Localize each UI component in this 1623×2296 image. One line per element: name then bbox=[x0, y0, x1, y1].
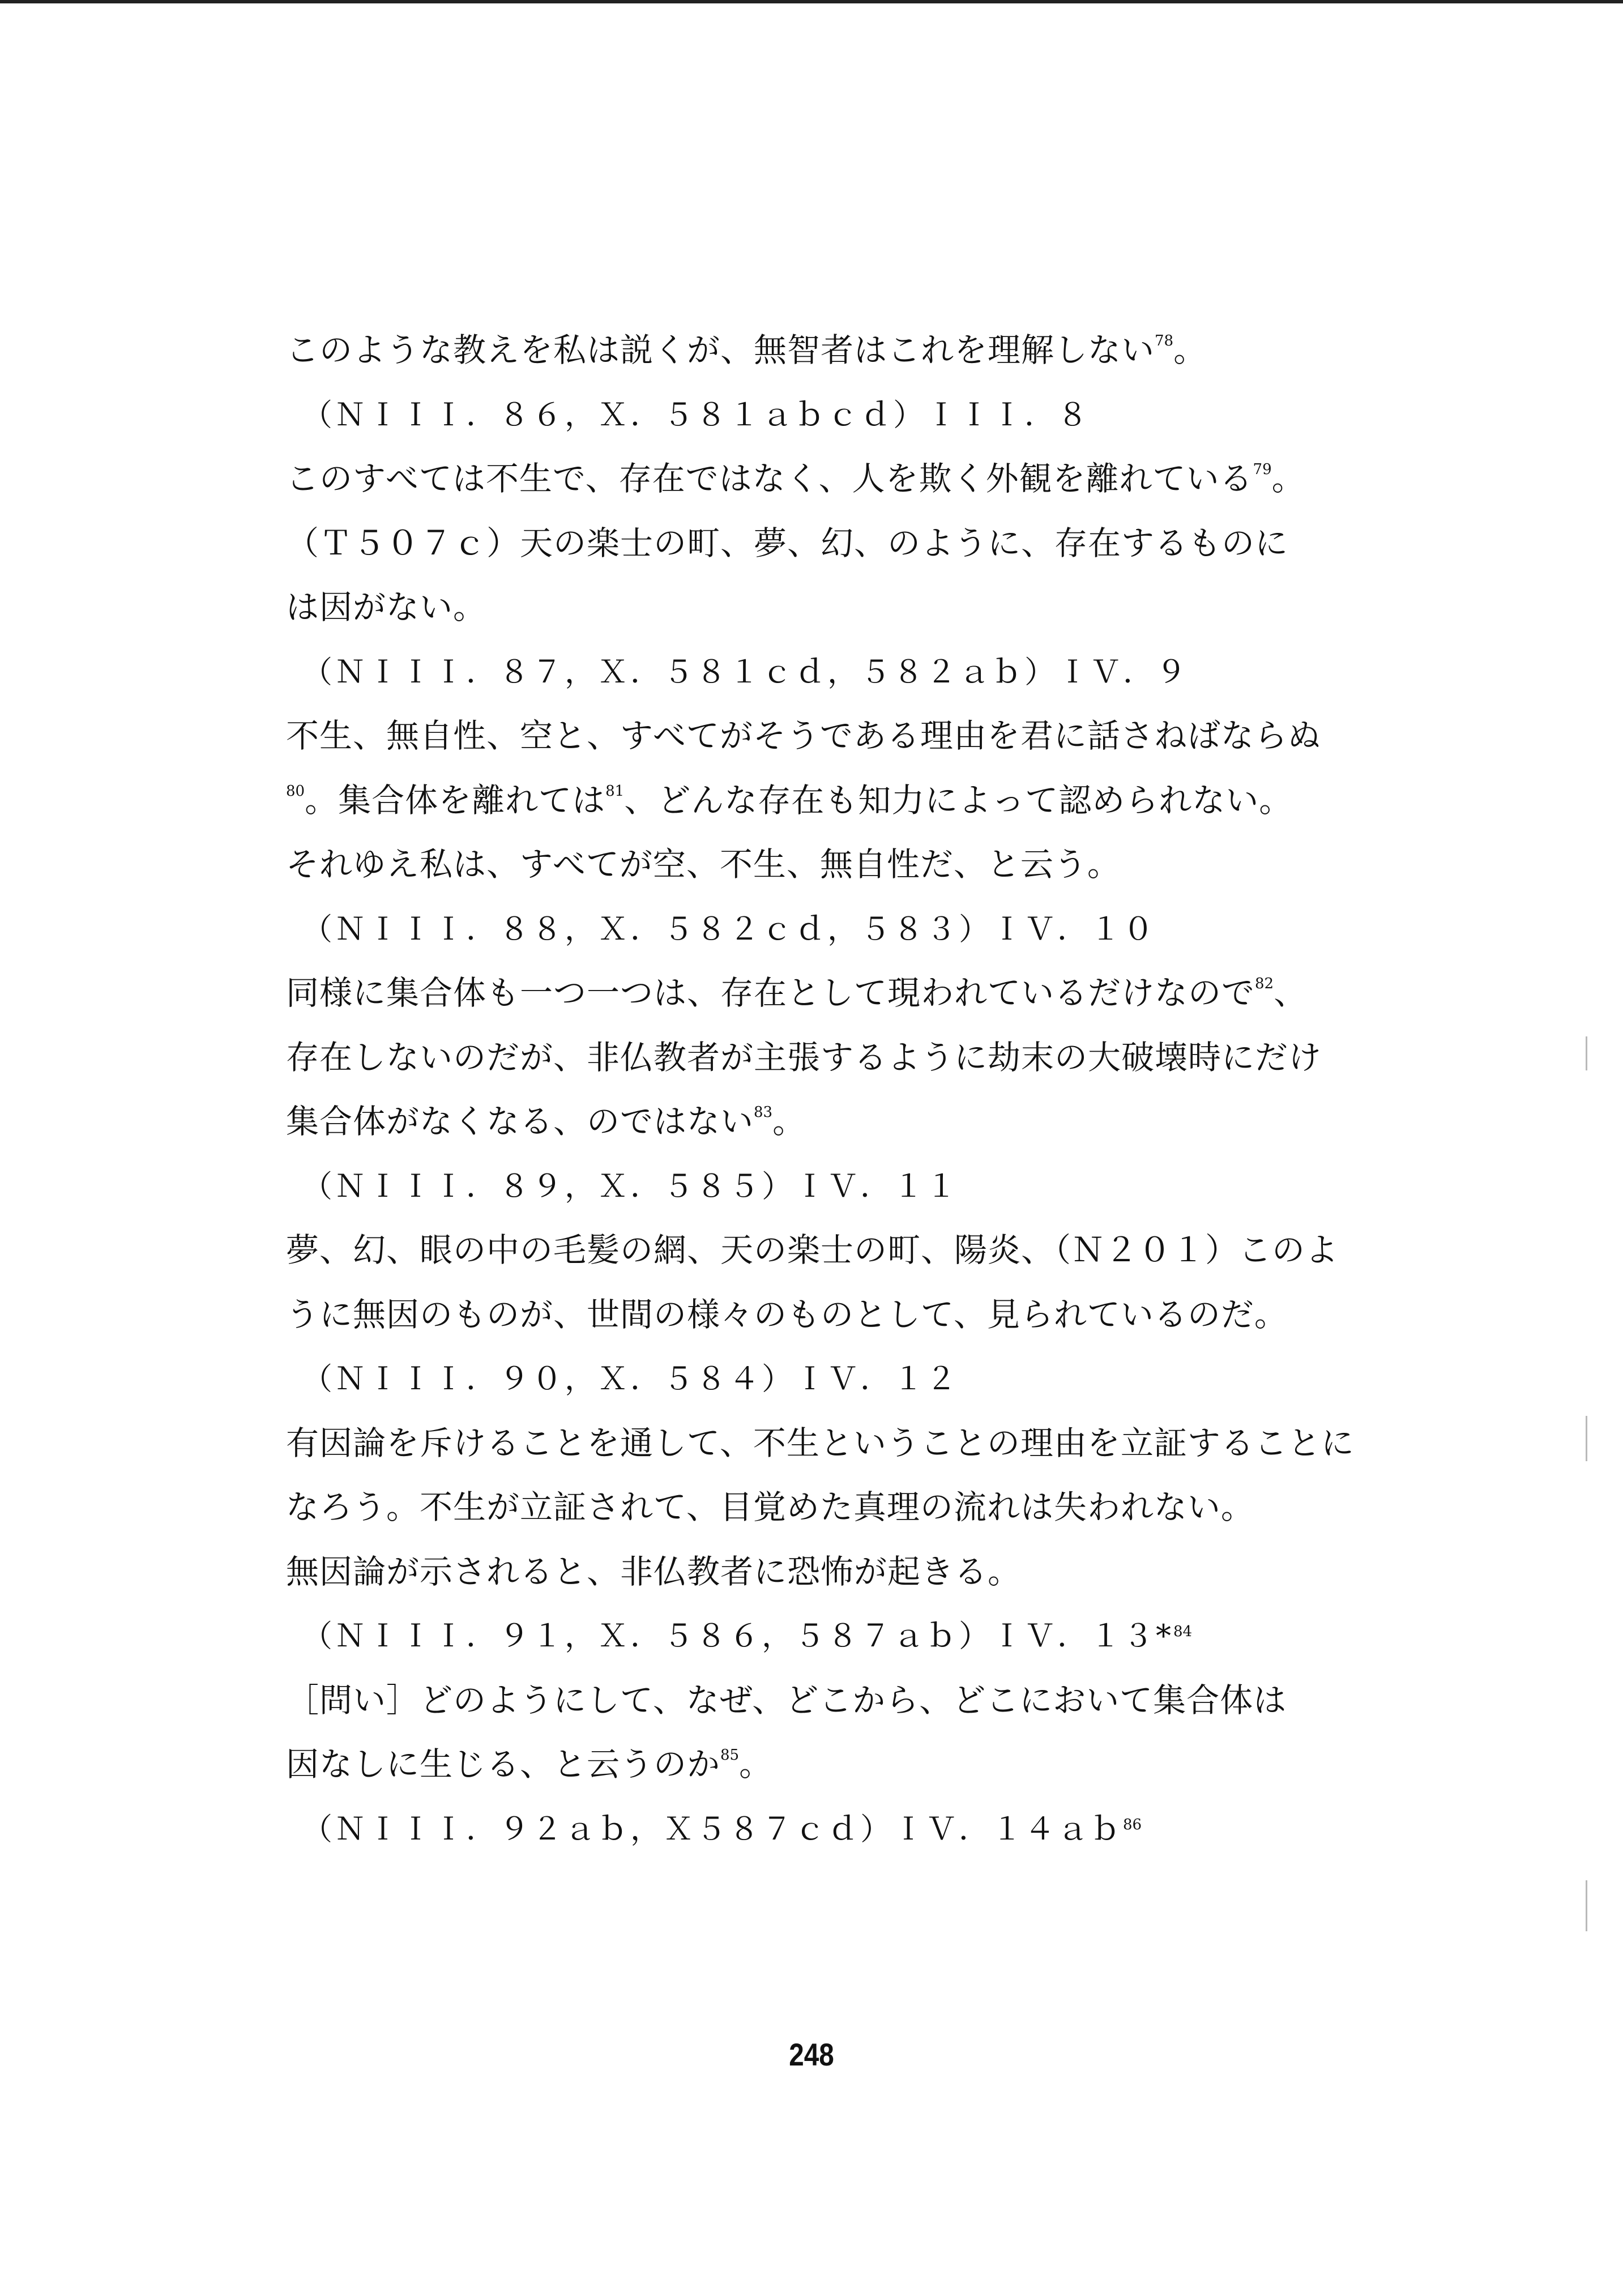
text-line: 存在しないのだが、非仏教者が主張するように劫末の大破壊時にだけ bbox=[286, 1038, 1322, 1077]
footnote-ref: 83 bbox=[754, 1104, 773, 1121]
text-line: ［問い］どのようにして、なぜ、どこから、どこにおいて集合体は bbox=[286, 1680, 1287, 1719]
text-line: 有因論を斥けることを通して、不生ということの理由を立証することに bbox=[286, 1423, 1355, 1462]
verse-reference: （ＮＩＩＩ．９０，Ｘ．５８４）ＩＶ．１２ bbox=[302, 1361, 959, 1397]
text-line: それゆえ私は、すべてが空、不生、無自性だ、と云う。 bbox=[286, 845, 1121, 884]
scan-speck bbox=[1586, 1036, 1587, 1070]
footnote-ref: 78 bbox=[1155, 332, 1174, 349]
text-line: このすべては不生で、存在ではなく、人を欺く外観を離れている$^{79}$。 bbox=[286, 459, 1305, 498]
scan-speck bbox=[1586, 1416, 1587, 1461]
scan-speck bbox=[1586, 1880, 1587, 1931]
text-line: 同様に集合体も一つ一つは、存在として現われているだけなので$^{82}$、 bbox=[286, 974, 1308, 1012]
footnote-ref: 82 bbox=[1255, 975, 1274, 992]
verse-reference: （ＮＩＩＩ．９１，Ｘ．５８６，５８７ａｂ）ＩＶ．１３*$^{84}$ bbox=[302, 1618, 1193, 1654]
footnote-ref: 79 bbox=[1253, 461, 1272, 478]
text-line: なろう。不生が立証されて、目覚めた真理の流れは失われない。 bbox=[286, 1488, 1254, 1526]
page-number: 248 bbox=[789, 2037, 834, 2072]
verse-reference: （ＮＩＩＩ．８９，Ｘ．５８５）ＩＶ．１１ bbox=[302, 1168, 959, 1204]
text-line: （Ｔ５０７ｃ）天の楽士の町、夢、幻、のように、存在するものに bbox=[286, 523, 1289, 562]
text-line: $^{80}$。集合体を離れては$^{81}$、どんな存在も知力によって認められない。 bbox=[286, 780, 1293, 820]
footnote-ref: 80 bbox=[286, 782, 305, 800]
text-line: 因なしに生じる、と云うのか$^{85}$。 bbox=[286, 1745, 773, 1783]
footnote-ref: 85 bbox=[720, 1747, 740, 1764]
verse-reference: （ＮＩＩＩ．８６，Ｘ．５８１ａｂｃｄ）ＩＩＩ．８ bbox=[302, 396, 1090, 433]
verse-reference: （ＮＩＩＩ．８８，Ｘ．５８２ｃｄ，５８３）ＩＶ．１０ bbox=[302, 911, 1156, 947]
text-line: このような教えを私は説くが、無智者はこれを理解しない$^{78}$。 bbox=[286, 331, 1207, 369]
verse-reference: （ＮＩＩＩ．８７，Ｘ．５８１ｃｄ，５８２ａｂ）ＩＶ．９ bbox=[302, 654, 1189, 690]
document-body bbox=[286, 318, 1355, 1861]
text-line: 無因論が示されると、非仏教者に恐怖が起きる。 bbox=[286, 1552, 1022, 1591]
footnote-ref: 86 bbox=[1123, 1816, 1142, 1833]
verse-reference: （ＮＩＩＩ．９２ａｂ，Ｘ５８７ｃｄ）ＩＶ．１４ａｂ$^{86}$ bbox=[302, 1811, 1142, 1847]
text-line: うに無因のものが、世間の様々のものとして、見られているのだ。 bbox=[286, 1295, 1288, 1334]
text-line: 夢、幻、眼の中の毛髪の網、天の楽士の町、陽炎、（Ｎ２０１）このよ bbox=[286, 1231, 1339, 1269]
text-line: 不生、無自性、空と、すべてがそうである理由を君に話さねばならぬ bbox=[286, 716, 1321, 755]
footnote-ref: 81 bbox=[605, 782, 625, 800]
footnote-ref: 84 bbox=[1173, 1623, 1193, 1640]
text-line: 集合体がなくなる、のではない$^{83}$。 bbox=[286, 1102, 806, 1141]
scan-edge bbox=[0, 0, 1623, 3]
text-line: は因がない。 bbox=[286, 588, 487, 626]
